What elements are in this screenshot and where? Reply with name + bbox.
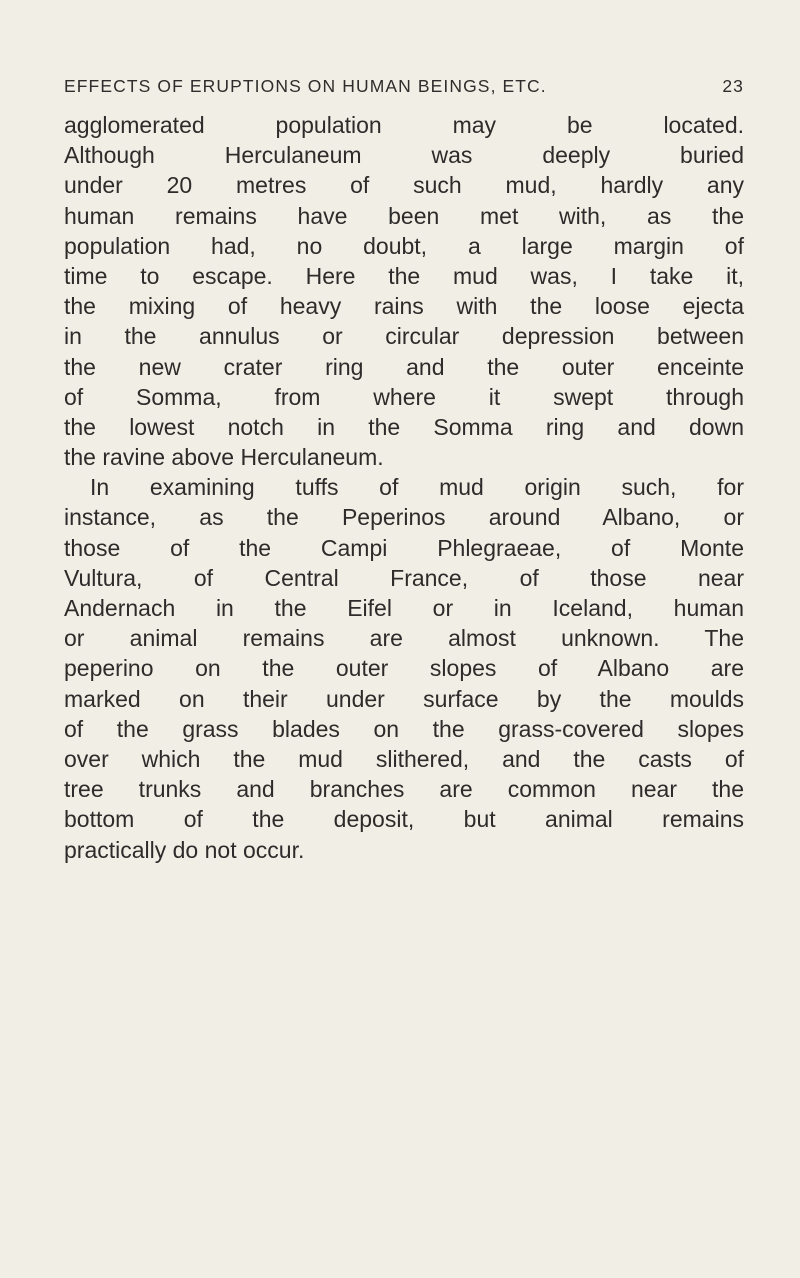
text-line: Although Herculaneum was deeply buried xyxy=(64,142,744,169)
text-line: peperino on the outer slopes of Albano are xyxy=(64,655,744,682)
text-line: Andernach in the Eifel or in Iceland, human xyxy=(64,595,744,621)
text-line: time to escape. Here the mud was, I take it, xyxy=(64,262,744,289)
text-line: population had, no doubt, a large margin of xyxy=(64,232,744,259)
running-head xyxy=(64,76,744,104)
text-line: practically do not occur. xyxy=(64,836,305,863)
text-line: or animal remains are almost unknown. The xyxy=(64,625,744,652)
text-line: over which the mud slithered, and the casts of xyxy=(64,745,744,772)
text-line: of the grass blades on the grass-covered slopes xyxy=(64,715,744,742)
body-text xyxy=(64,110,744,865)
text-line: marked on their under surface by the moulds xyxy=(64,685,744,712)
page-number: 23 xyxy=(722,76,744,96)
text-line: tree trunks and branches are common near the xyxy=(64,776,744,803)
text-line: in the annulus or circular depression between xyxy=(64,323,744,350)
text-line: the mixing of heavy rains with the loose ejecta xyxy=(64,293,744,320)
running-title: EFFECTS OF ERUPTIONS ON HUMAN BEINGS, ETC. xyxy=(64,76,547,96)
paragraph-1 xyxy=(64,110,744,472)
text-line: under 20 metres of such mud, hardly any xyxy=(64,172,744,199)
text-line: agglomerated population may be located. xyxy=(64,112,744,138)
text-line: of Somma, from where it swept through xyxy=(64,383,744,410)
text-line: the new crater ring and the outer enceinte xyxy=(64,353,744,380)
text-line: Vultura, of Central France, of those near xyxy=(64,564,744,591)
text-line: the ravine above Herculaneum. xyxy=(64,444,384,471)
text-line: human remains have been met with, as the xyxy=(64,202,744,229)
text-line: bottom of the deposit, but animal remains xyxy=(64,806,744,833)
text-line: In examining tuffs of mud origin such, for xyxy=(90,474,744,501)
text-line: the lowest notch in the Somma ring and down xyxy=(64,413,744,440)
text-line: those of the Campi Phlegraeae, of Monte xyxy=(64,534,744,561)
text-line: instance, as the Peperinos around Albano, or xyxy=(64,504,744,531)
paragraph-2 xyxy=(64,472,744,864)
